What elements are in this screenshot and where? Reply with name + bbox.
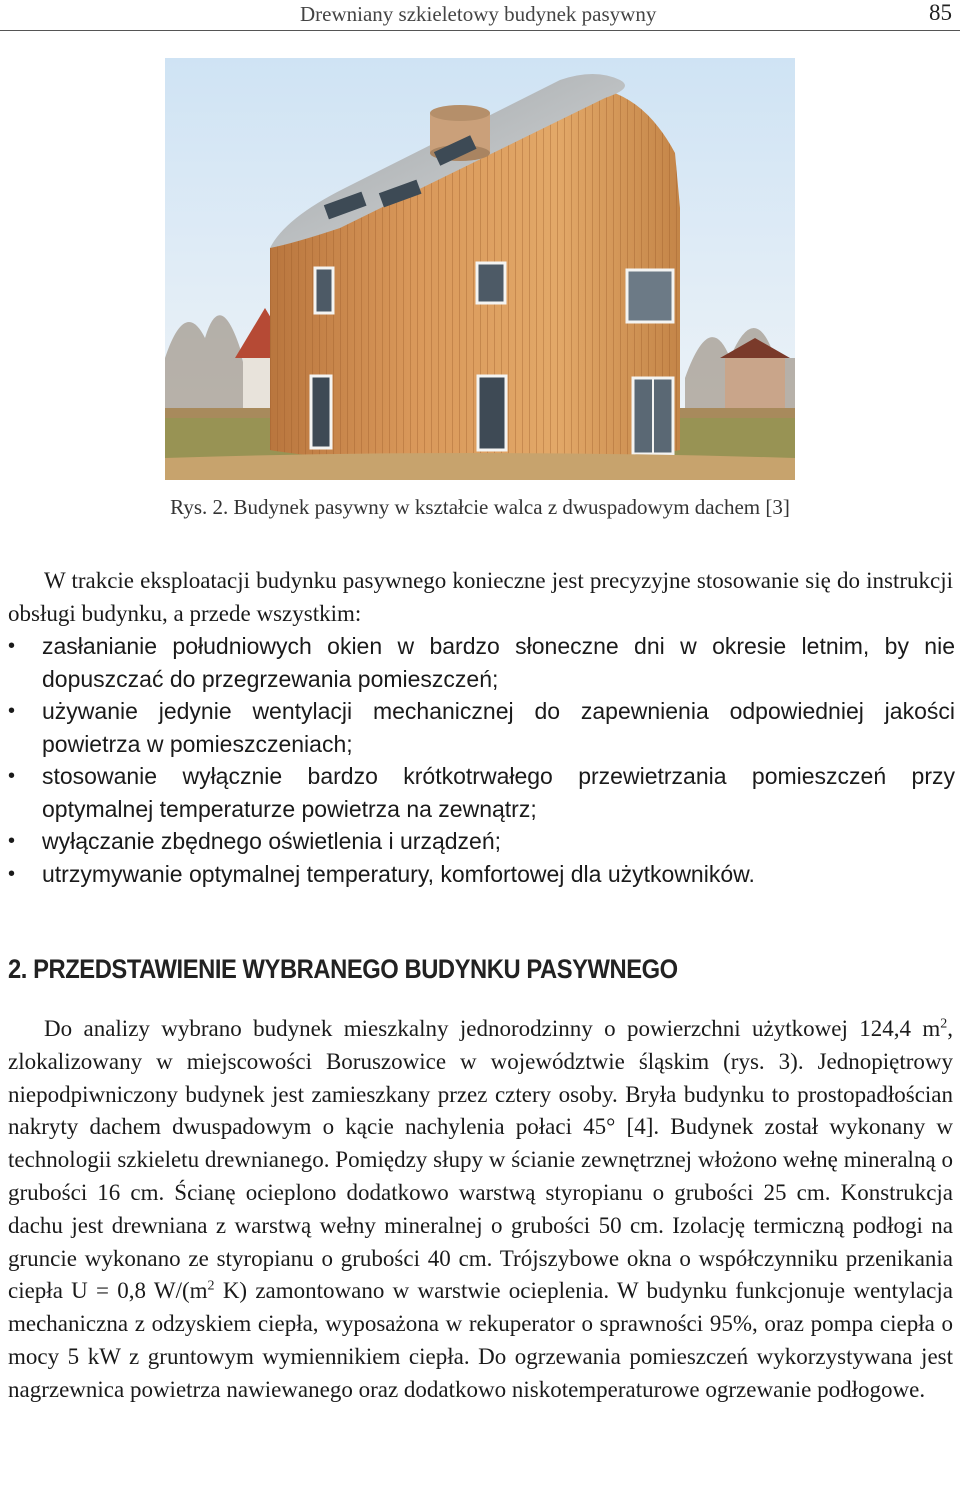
list-item-text: używanie jedynie wentylacji mechanicznej do zapewnienia odpowiedniej jakości powietrza w pomieszczeniach; — [42, 698, 955, 757]
list-item — [0, 858, 955, 891]
superscript: 2 — [940, 1016, 948, 1032]
paragraph-text-c: K) zamontowano w warstwie ocieplenia. W budynku funkcjonuje wentylacja mechaniczna z odzyskiem ciepła, wyposażona w rekuperator o sprawności 95%, oraz pompa ciepła o mocy 5 kW z gruntowym wymiennikiem ciepła. Do ogrzewania pomieszczeń wykorzystywana jest nagrzewnica powietrza nawiewanego oraz dodatkowo niskotemperaturowe ogrzewanie podłogowe. — [8, 1278, 953, 1402]
superscript: 2 — [207, 1278, 215, 1294]
list-item — [0, 630, 955, 695]
list-item-text: wyłączanie zbędnego oświetlenia i urządzeń; — [42, 828, 502, 854]
list-item-text: utrzymywanie optymalnej temperatury, komfortowej dla użytkowników. — [42, 860, 755, 887]
usage-rules-list — [0, 630, 955, 890]
intro-paragraph: W trakcie eksploatacji budynku pasywnego konieczne jest precyzyjne stosowanie się do instrukcji obsługi budynku, a przede wszystkim: — [8, 568, 953, 626]
list-item-text: zasłanianie południowych okien w bardzo słoneczne dni w okresie letnim, by nie dopuszczać do przegrzewania pomieszczeń; — [42, 633, 955, 692]
list-item-text: stosowanie wyłącznie bardzo krótkotrwałego przewietrzania pomieszczeń przy optymalnej temperaturze powietrza na zewnątrz; — [42, 763, 955, 822]
bullet-icon: • — [8, 765, 16, 787]
section-heading: 2. PRZEDSTAWIENIE WYBRANEGO BUDYNKU PASYWNEGO — [8, 954, 678, 984]
house-photo — [165, 58, 795, 480]
section-paragraph — [8, 1013, 953, 1407]
bullet-icon: • — [8, 830, 16, 852]
figure-caption: Rys. 2. Budynek pasywny w kształcie walca z dwuspadowym dachem [3] — [170, 495, 790, 519]
running-header — [0, 0, 960, 30]
running-title: Drewniany szkieletowy budynek pasywny — [300, 2, 657, 26]
list-item — [0, 825, 955, 858]
page-number: 85 — [929, 0, 952, 25]
paragraph-text-b: , zlokalizowany w miejscowości Boruszowice w województwie śląskim (rys. 3). Jednopiętrowy niepodpiwniczony budynek jest zamieszkany przez cztery osoby. Bryła budynku to prostopadłościan nakryty dachem dwuspadowym o kącie nachylenia połaci 45° [4]. Budynek został wykonany w technologii szkieletu drewnianego. Pomiędzy słupy w ścianie zewnętrznej włożono wełnę mineralną o grubości 16 cm. Ścianę ocieplono dodatkowo warstwą styropianu o grubości 25 cm. Konstrukcja dachu jest drewniana z warstwą wełny mineralnej o grubości 50 cm. Izolację termiczną podłogi na gruncie wykonano ze styropianu o grubości 40 cm. Trójszybowe okna o współczynniku przenikania ciepła U = 0,8 W/(m — [8, 1016, 953, 1304]
bullet-icon: • — [8, 700, 16, 722]
list-item — [0, 760, 955, 825]
list-item — [0, 695, 955, 760]
paragraph-text-a: Do analizy wybrano budynek mieszkalny jednorodzinny o powierzchni użytkowej 124,4 m — [44, 1016, 941, 1041]
bullet-icon: • — [8, 635, 16, 657]
header-rule — [0, 30, 960, 31]
bullet-icon: • — [8, 862, 16, 885]
